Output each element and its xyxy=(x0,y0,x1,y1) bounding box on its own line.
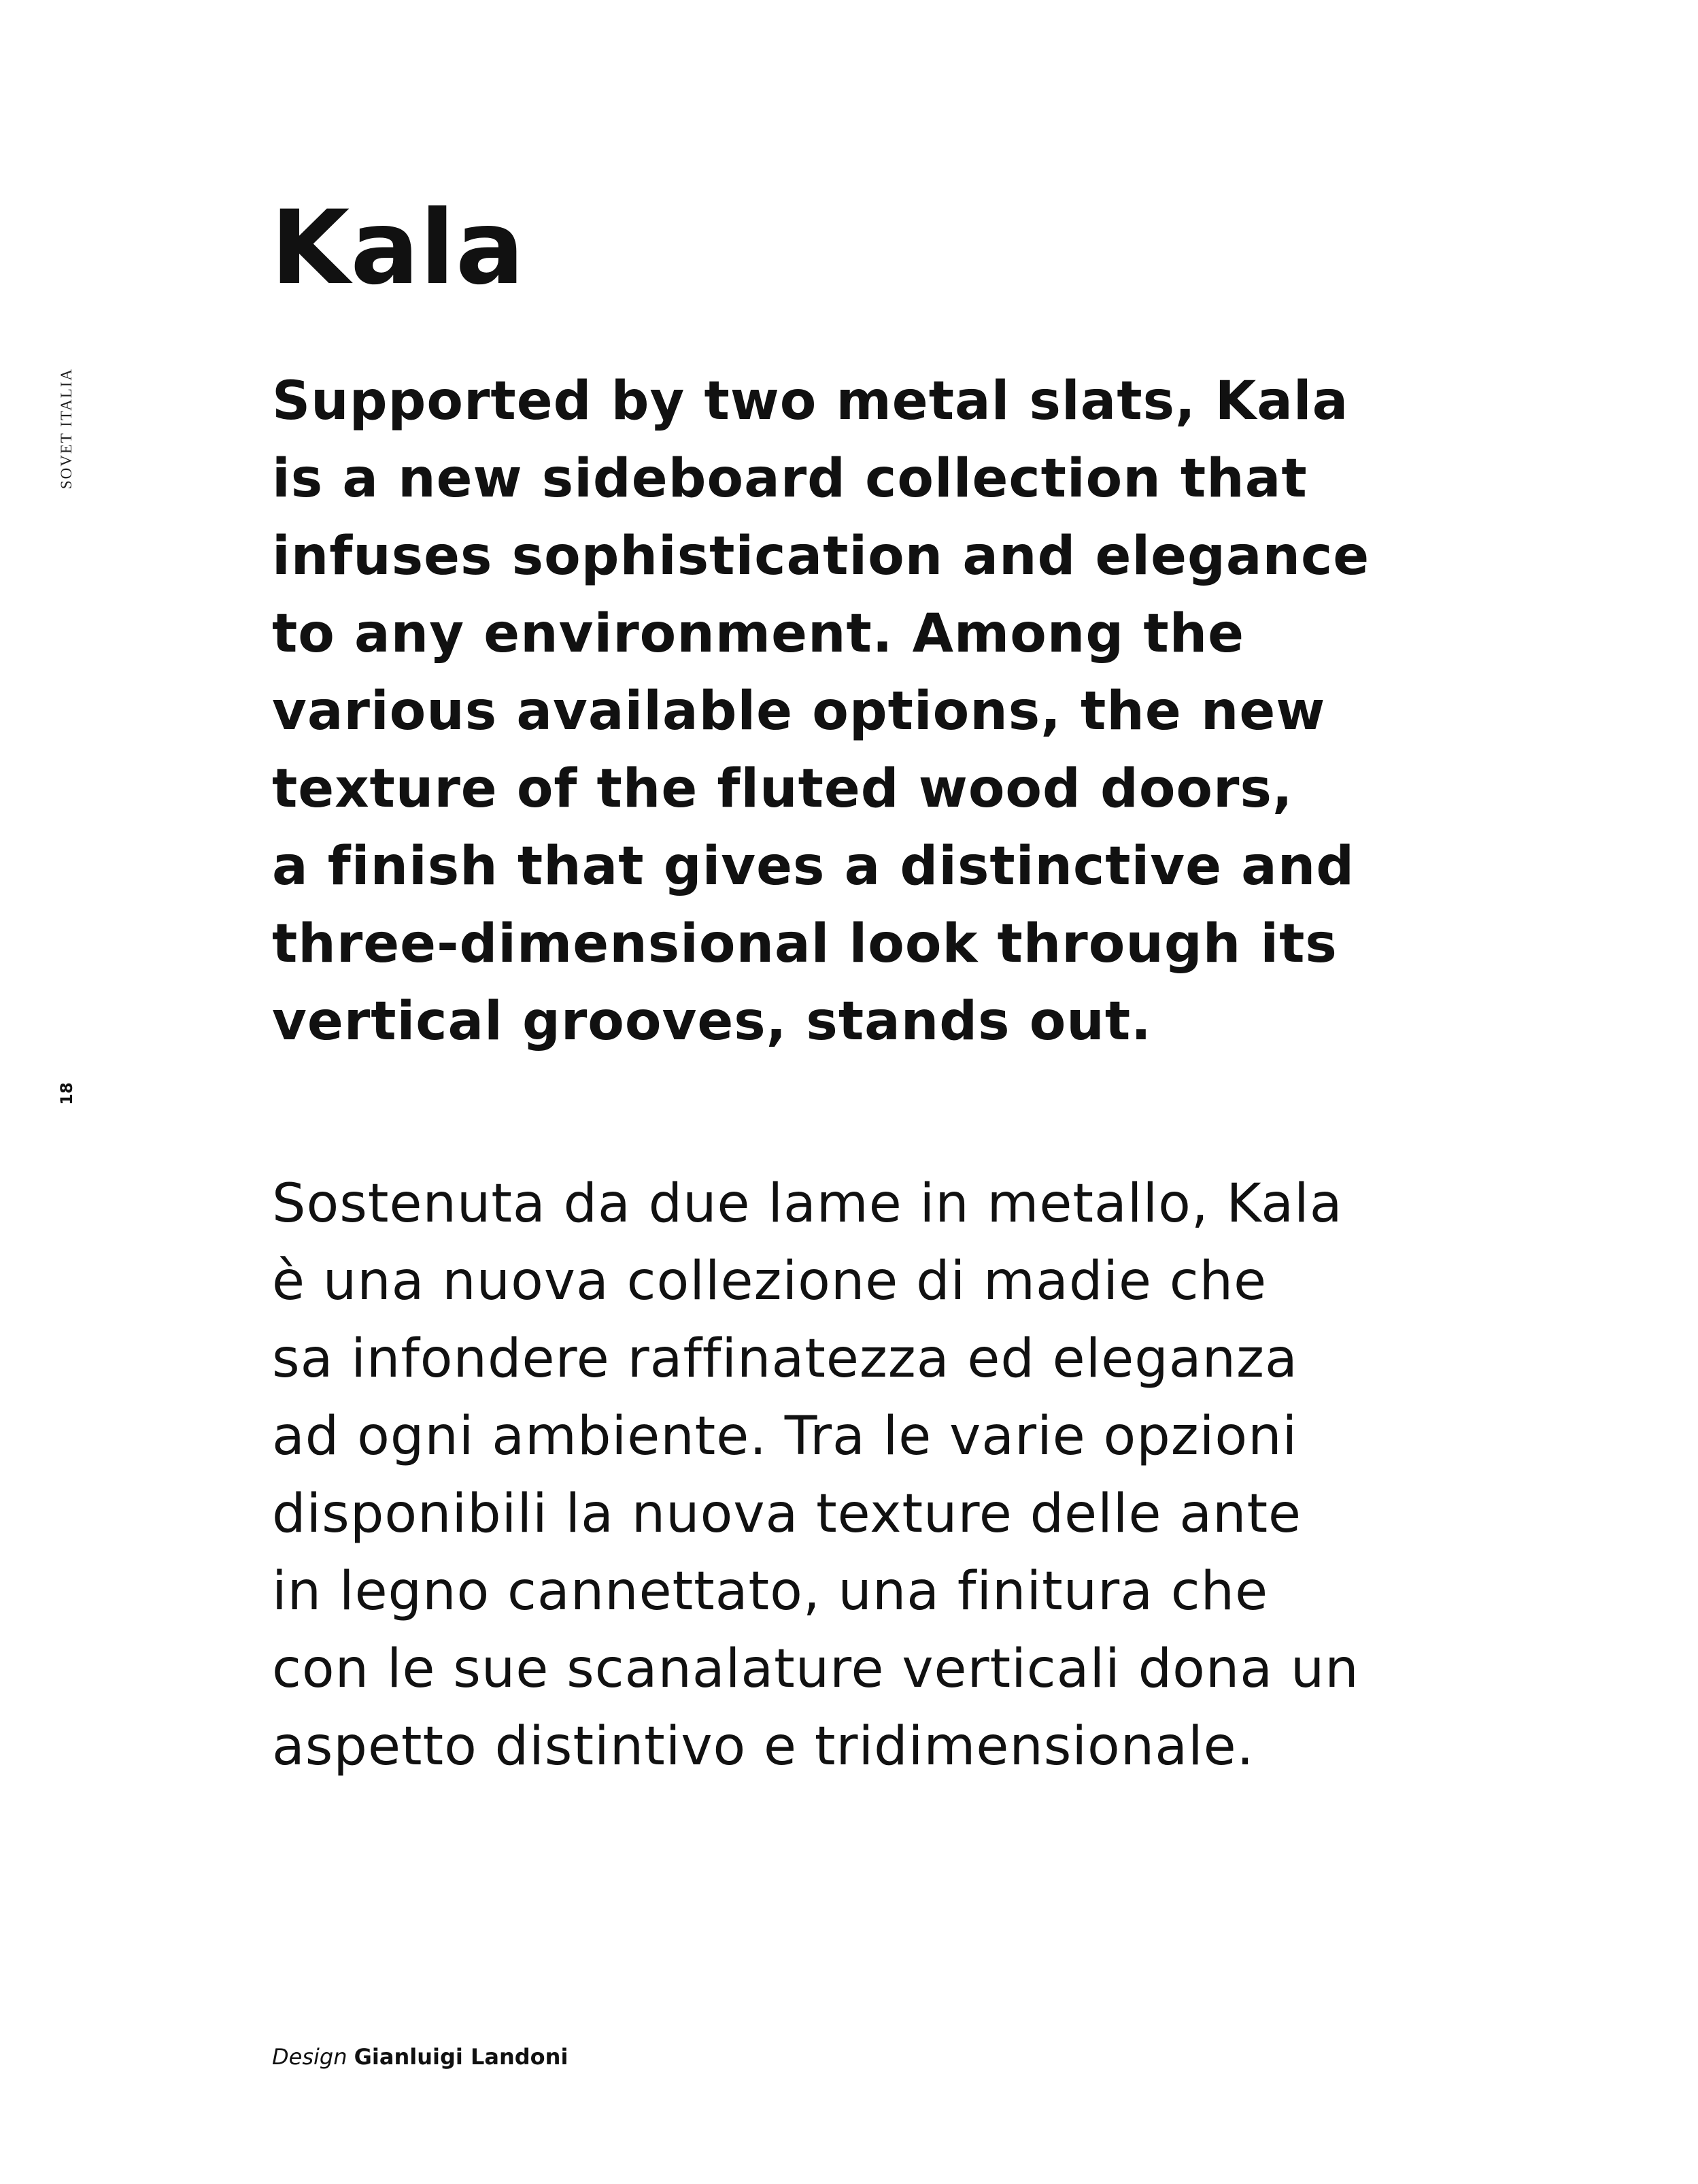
designer-name: Gianluigi Landoni xyxy=(354,2044,568,2070)
page-number: 18 xyxy=(57,1082,76,1105)
italian-description: Sostenuta da due lame in metallo, Kala è una nuova collezione di madie che sa infondere raffinatezza ed eleganza ad ogni ambiente. Tra le varie opzioni disponibili la nuova texture delle ante in legno cannettato, una finitura che con le sue scanalature verticali dona un aspetto distintivo e tridimensionale. xyxy=(272,1173,1359,1777)
credit-label: Design xyxy=(272,2044,347,2070)
page-title: Kala xyxy=(271,189,526,307)
english-description: Supported by two metal slats, Kala is a new sideboard collection that infuses sophistication and elegance to any environment. Among the various available options, the new texture of the fluted wood doors, a finish that gives a distinctive and three-dimensional look through its vertical grooves, stands out. xyxy=(272,371,1370,1052)
design-credit xyxy=(272,2046,568,2068)
brand-name: SOVET ITALIA xyxy=(58,367,75,490)
